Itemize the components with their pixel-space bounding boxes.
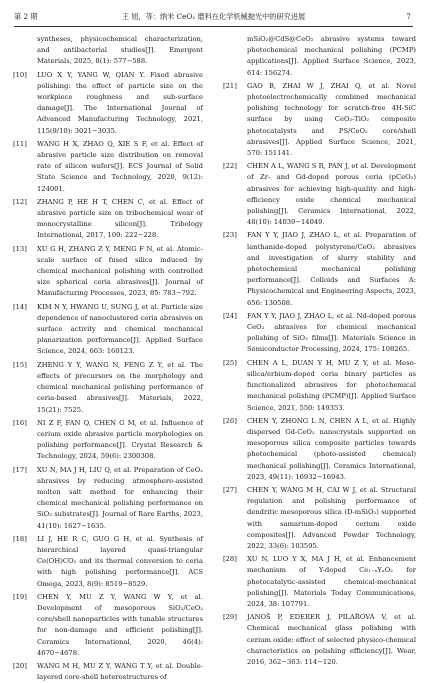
issue-label: 第 2 期 xyxy=(14,12,38,21)
reference-text: JANOŠ P, EDERER J, PILAŘOVÁ V, et al. Chemical mechanical glass polishing with cerium oxide: effect of selected physico-chemical characteristics on polishing efficiency[J]. Wear, 2016, 362−363: 114−120. xyxy=(247,613,416,666)
reference-text: FAN Y Y, JIAO J, ZHAO L, et al. Nd-doped porous CeO₂ abrasives for chemical mechanical polishing of SiO₂ films[J]. Materials Science in Semiconductor Processing, 2024, 175: 108265. xyxy=(247,311,416,354)
reference-text: GAO B, ZHAI W J, ZHAI Q, et al. Novel photoelectrochemically combined mechanical polishing technology for scratch-free 4H-SiC surface by using CeO₂-TiO₂ composite photocatalysts and PS/CeO₂ core/shell abrasives[J]. Applied Surface Science, 2021, 570: 151141. xyxy=(247,81,416,158)
page-number: 7 xyxy=(406,12,411,21)
reference-text: LUO X Y, YANG W, QIAN Y. Fixed abrasive polishing: the effect of particle size on the workpiece roughness and sub-surface damage[J]. The International Journal of Advanced Manufacturing Technology, 2021, 115(9/10): 3021−3035. xyxy=(37,70,203,135)
reference-number: [28] xyxy=(223,555,237,564)
reference-entry xyxy=(223,554,416,610)
reference-number: [18] xyxy=(13,534,27,543)
reference-text: CHEN A L, WANG S R, PAN J, et al. Development of Zr- and Gd-doped porous ceria (pCeO₂) abrasives for achieving high-quality and high-efficiency oxide chemical mechanical polishing[J]. Ceramics International, 2022, 48(10): 14039−14049. xyxy=(247,162,416,227)
references-right-column xyxy=(223,34,416,666)
reference-entry xyxy=(13,70,203,137)
reference-entry xyxy=(13,465,203,532)
reference-text: FAN Y Y, JIAO J, ZHAO L, et al. Preparation of lanthanide-doped polystyrene/CeO₂ abrasives and investigation of slurry stability and photochemical mechanical polishing performance[J]. Colloids and Surfaces A: Physicochemical and Engineering Aspects, 2023, 656: 130508. xyxy=(247,231,416,307)
reference-entry xyxy=(13,534,203,590)
reference-entry xyxy=(13,418,203,463)
reference-number: [27] xyxy=(223,485,237,494)
reference-entry xyxy=(13,592,203,659)
reference-entry xyxy=(223,81,416,159)
reference-text: CHEN A L, DUAN Y H, MU Z Y, et al. Meso-silica/erbium-doped ceria binary particles as functionalized abrasives for photochemical mechanical polishing (PCMP)[J]. Applied Surface Science, 2021, 550: 149353. xyxy=(247,358,416,412)
reference-entry xyxy=(13,302,203,358)
reference-text: XU G H, ZHANG Z Y, MENG F N, et al. Atomic-scale surface of fused silica induced by chemical mechanical polishing with controlled size spherical ceria abrasives[J]. Journal of Manufacturing Processes, 2023, 85: 783−792. xyxy=(37,244,203,298)
reference-text: CHEN Y, WANG M H, CAI W J, et al. Structural regulation and polishing performance of dendritic mesoporous silica (D-mSiO₂) supported with samarium-doped cerium oxide composites[J]. Advanced Powder Technology, 2022, 33(6): 103595. xyxy=(247,485,416,550)
reference-text: WANG H X, ZHAO Q, XIE S F, et al. Effect of abrasive particle size distribution on removal rate of silicon wafers[J]. ECS Journal of Solid State Science and Technology, 2020, 9(12): 124001. xyxy=(37,139,203,193)
reference-number: [14] xyxy=(13,302,27,311)
reference-number: [20] xyxy=(13,661,27,670)
reference-number: [26] xyxy=(223,416,237,425)
reference-text: XU N, LUO Y X, MA J H, et al. Enhancement mechanism of Y-doped Ce₁₋ₓYₓO₂ for photocatalytic-assisted chemical-mechanical polishing[J]. Materials Today Communications, 2024, 38: 107791. xyxy=(247,555,416,608)
reference-number: [25] xyxy=(223,358,237,367)
reference-entry xyxy=(223,416,416,483)
reference-number: [12] xyxy=(13,197,27,206)
reference-entry xyxy=(223,230,416,308)
reference-number: [19] xyxy=(13,592,27,601)
reference-text: ZHANG P, HE H T, CHEN C, et al. Effect of abrasive particle size on tribochemical wear of monocrystalline silicon[J]. Tribology International, 2017, 109: 222−228. xyxy=(37,197,203,240)
reference-entry xyxy=(223,161,416,228)
reference-entry xyxy=(223,358,416,414)
reference-entry xyxy=(13,139,203,195)
reference-number: [15] xyxy=(13,360,27,369)
reference-number: [17] xyxy=(13,465,27,474)
reference-number: [23] xyxy=(223,231,237,240)
reference-number: [22] xyxy=(223,162,237,171)
reference-text: ZHENG Y Y, WANG N, FENG Z Y, et al. The effects of precursors on the morphology and chemical mechanical polishing performance of ceria-based abrasives[J]. Materials, 2022, 15(21): 7525. xyxy=(37,360,203,414)
reference-text: NI Z F, FAN Q, CHEN G M, et al. Influence of cerium oxide abrasive particle morphologies on polishing performance[J]. Crystal Research & Technology, 2024, 59(6): 2300308. xyxy=(37,418,203,461)
reference-entry xyxy=(13,360,203,416)
reference-number: [21] xyxy=(223,81,237,90)
reference-entry xyxy=(13,244,203,300)
running-title: 王 旭，等：纳米 CeO₂ 磨料在化学机械抛光中的研究进展 xyxy=(121,12,306,21)
reference-entry xyxy=(223,34,416,79)
reference-text: CHEN Y, ZHONG L N, CHEN A L, et al. Highly dispersed Gd-CeO₂ nanocrystals supported on mesoporous silica composite particles towards photochemical (photo-assisted chemical) mechanical polishing[J]. Ceramics International, 2023, 49(11): 16932−16943. xyxy=(247,416,416,481)
reference-entry xyxy=(13,661,203,683)
reference-text: syntheses, physicochemical characterization, and antibacterial studies[J]. Emergent Materials, 2025, 8(1): 577−588. xyxy=(37,35,203,66)
reference-number: [16] xyxy=(13,418,27,427)
reference-text: WANG M H, MU Z Y, WANG T Y, et al. Double-layered core-shell heterostructures of xyxy=(37,661,203,682)
references-left-column xyxy=(13,34,203,682)
reference-text: mSiO₂@CdS@CeO₂ abrasive systems toward photochemical mechanical polishing (PCMP) applications[J]. Applied Surface Science, 2023, 614: 156274. xyxy=(247,35,416,77)
reference-text: LI J, HE R C, GUO G H, et al. Synthesis of hierarchical layered quasi-triangular Ce(OH)CO₃ and its thermal conversion to ceria with high polishing performance[J]. ACS Omega, 2023, 8(9): 8519−8529. xyxy=(37,534,203,588)
reference-number: [10] xyxy=(13,70,27,79)
reference-number: [13] xyxy=(13,244,27,253)
page-header xyxy=(14,10,413,24)
reference-text: XU N, MA J H, LIU Q, et al. Preparation of CeO₂ abrasives by reducing atmosphere-assisted molten salt method for enhancing their chemical mechanical polishing performance on SiO₂ substrates[J]. Journal of Rare Earths, 2023, 41(10): 1627−1635. xyxy=(37,465,203,530)
reference-number: [29] xyxy=(223,613,237,622)
reference-number: [24] xyxy=(223,311,237,320)
reference-text: CHEN Y, MU Z Y, WANG W Y, et al. Development of mesoporous SiO₂/CeO₂ core/shell nanoparticles with tunable structures for non-damage and efficient polishing[J]. Ceramics International, 2020, 46(4): 4670−4678. xyxy=(37,592,203,657)
reference-text: KIM N Y, HWANG U, SUNG J, et al. Particle size dependence of nanoclustered ceria abrasives on surface activity and chemical mechanical planarization performance[J]. Applied Surface Science, 2024, 663: 160123. xyxy=(37,302,203,356)
reference-entry xyxy=(223,485,416,552)
reference-entry xyxy=(223,612,416,668)
header-divider xyxy=(14,26,413,27)
reference-entry xyxy=(13,34,203,68)
reference-entry xyxy=(223,311,416,356)
reference-number: [11] xyxy=(13,139,27,148)
reference-entry xyxy=(13,197,203,242)
